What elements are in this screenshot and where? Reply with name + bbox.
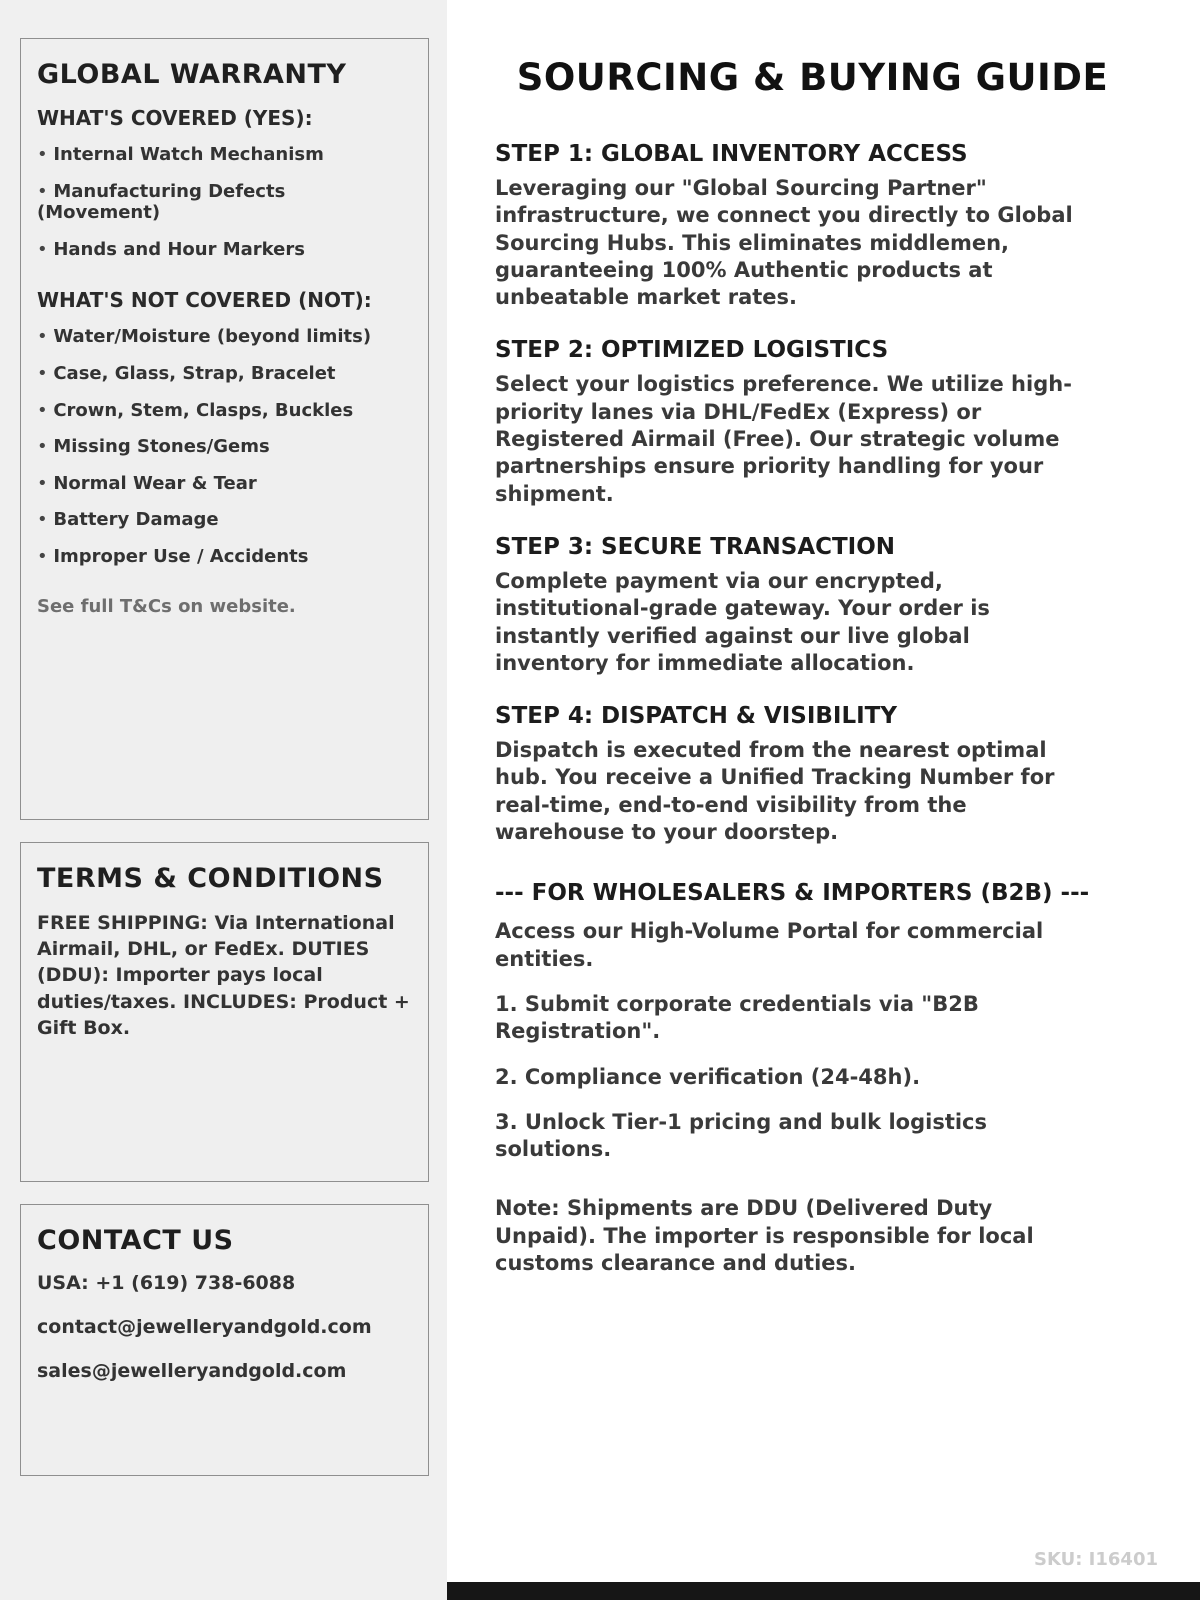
step-section-1 <box>495 141 1130 311</box>
list-item: • Case, Glass, Strap, Bracelet <box>37 363 412 385</box>
terms-title: TERMS & CONDITIONS <box>37 863 384 894</box>
contact-email-sales: sales@jewelleryandgold.com <box>37 1360 347 1382</box>
warranty-title: GLOBAL WARRANTY <box>37 59 347 90</box>
step-section-4 <box>495 703 1130 846</box>
step-heading: STEP 1: GLOBAL INVENTORY ACCESS <box>495 141 968 167</box>
main-content <box>447 0 1200 1600</box>
footer-bar <box>447 1582 1200 1600</box>
step-heading: STEP 2: OPTIMIZED LOGISTICS <box>495 337 889 364</box>
list-item: • Hands and Hour Markers <box>37 239 412 261</box>
b2b-note: Note: Shipments are DDU (Delivered Duty Unpaid). The importer is responsible for local customs clearance and duties. <box>495 1196 1034 1276</box>
sidebar <box>0 0 447 1600</box>
list-item: • Manufacturing Defects (Movement) <box>37 181 412 224</box>
contact-title: CONTACT US <box>37 1225 234 1256</box>
step-heading: STEP 4: DISPATCH & VISIBILITY <box>495 703 898 730</box>
step-body: Select your logistics preference. We utilize high-priority lanes via DHL/FedEx (Express) or Registered Airmail (Free). Our strategic volume partnerships ensure priority handling for your shipment. <box>495 372 1072 506</box>
list-item: • Internal Watch Mechanism <box>37 144 412 166</box>
b2b-heading: --- FOR WHOLESALERS & IMPORTERS (B2B) --- <box>495 880 1090 907</box>
covered-subtitle: WHAT'S COVERED (YES): <box>37 106 313 130</box>
contact-panel <box>20 1204 429 1476</box>
list-item: • Improper Use / Accidents <box>37 546 412 568</box>
covered-list <box>37 144 412 260</box>
list-item: • Normal Wear & Tear <box>37 473 412 495</box>
step-heading: STEP 3: SECURE TRANSACTION <box>495 533 896 560</box>
warranty-panel <box>20 38 429 820</box>
terms-panel <box>20 842 429 1182</box>
contact-phone: USA: +1 (619) 738-6088 <box>37 1272 296 1294</box>
list-item: • Missing Stones/Gems <box>37 436 412 458</box>
b2b-item: 3. Unlock Tier-1 pricing and bulk logistics solutions. <box>495 1109 988 1162</box>
not-covered-list <box>37 326 412 567</box>
list-item: • Crown, Stem, Clasps, Buckles <box>37 400 412 422</box>
list-item: • Battery Damage <box>37 509 412 531</box>
warranty-footnote: See full T&Cs on website. <box>37 595 296 617</box>
contact-email-primary: contact@jewelleryandgold.com <box>37 1316 372 1338</box>
list-item: • Water/Moisture (beyond limits) <box>37 326 412 348</box>
step-body: Complete payment via our encrypted, institutional-grade gateway. Your order is instantly verified against our live global inventory for immediate allocation. <box>495 568 990 675</box>
b2b-item: 2. Compliance verification (24-48h). <box>495 1064 921 1089</box>
terms-body: FREE SHIPPING: Via International Airmail, DHL, or FedEx. DUTIES (DDU): Importer pays local duties/taxes. INCLUDES: Product + Gift Box. <box>37 912 410 1039</box>
step-body: Dispatch is executed from the nearest optimal hub. You receive a Unified Tracking Number for real-time, end-to-end visibility from the warehouse to your doorstep. <box>495 738 1055 845</box>
step-section-2 <box>495 337 1130 507</box>
step-section-3 <box>495 534 1130 677</box>
step-body: Leveraging our "Global Sourcing Partner" infrastructure, we connect you directly to Global Sourcing Hubs. This eliminates middlemen, guaranteeing 100% Authentic products at unbeatable market rates. <box>495 176 1073 310</box>
not-covered-subtitle: WHAT'S NOT COVERED (NOT): <box>37 288 372 313</box>
sku-label: SKU: I16401 <box>1034 1549 1158 1570</box>
page-title: SOURCING & BUYING GUIDE <box>516 56 1109 99</box>
b2b-intro: Access our High-Volume Portal for commercial entities. <box>495 919 1044 971</box>
b2b-section <box>495 880 1130 1277</box>
b2b-item: 1. Submit corporate credentials via "B2B Registration". <box>495 991 979 1044</box>
